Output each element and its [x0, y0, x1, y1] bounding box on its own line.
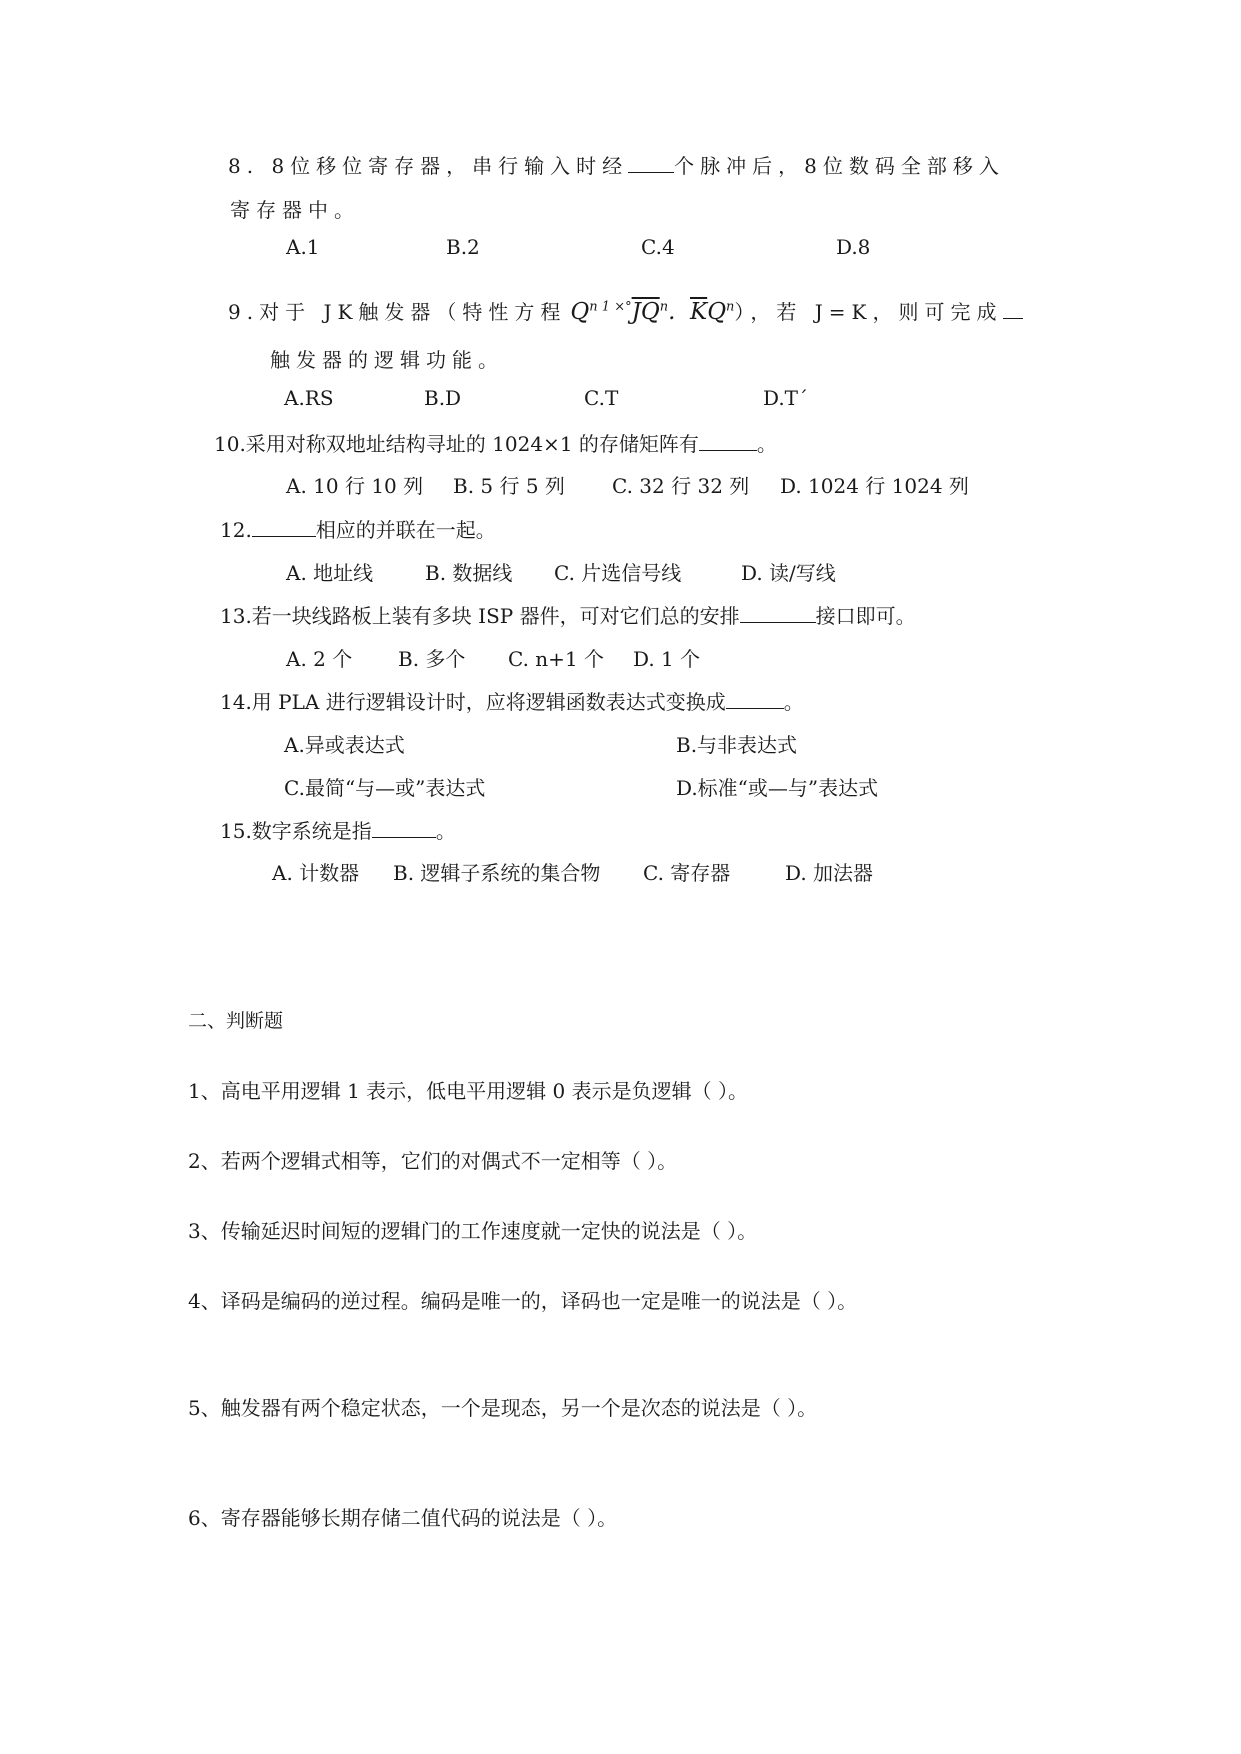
judgement-item-5: 5、触发器有两个稳定状态，一个是现态，另一个是次态的说法是（ ）。	[188, 1396, 818, 1420]
q13-option-d: D. 1 个	[633, 647, 701, 671]
q12-option-d: D. 读/写线	[741, 561, 836, 585]
q8-blank	[628, 152, 674, 173]
q12-blank	[252, 516, 316, 537]
judgement-item-4: 4、译码是编码的逆过程。编码是唯一的，译码也一定是唯一的说法是（ ）。	[188, 1289, 858, 1313]
judgement-item-1: 1、高电平用逻辑 1 表示，低电平用逻辑 0 表示是负逻辑（ ）。	[188, 1079, 748, 1103]
q10-text-pre: 10.采用对称双地址结构寻址的 1024×1 的存储矩阵有	[214, 432, 699, 456]
q12-text-post: 相应的并联在一起。	[315, 518, 496, 542]
q15-option-a: A. 计数器	[272, 861, 360, 885]
q10-text-post: 。	[756, 432, 777, 456]
q9-text-post: ），若 J=K，则可完成	[734, 300, 1003, 324]
q12-option-c: C. 片选信号线	[554, 561, 682, 585]
formula-k: $\overline{K}$	[690, 299, 708, 325]
q15-text-pre: 15.数字系统是指	[220, 819, 372, 843]
q14-text-post: 。	[783, 690, 804, 714]
q13-text-pre: 13.若一块线路板上装有多块 ISP 器件，可对它们总的安排	[220, 604, 740, 628]
q10-line	[214, 428, 777, 457]
formula-n1: n	[589, 299, 598, 315]
q9-line2: 触发器的逻辑功能。	[270, 348, 504, 372]
q15-blank	[372, 817, 436, 838]
q9-option-a: A.RS	[284, 386, 334, 410]
judgement-item-2: 2、若两个逻辑式相等，它们的对偶式不一定相等（ ）。	[188, 1149, 678, 1173]
judgement-item-3: 3、传输延迟时间短的逻辑门的工作速度就一定快的说法是（ ）。	[188, 1219, 758, 1243]
q15-text-post: 。	[435, 819, 456, 843]
q13-option-a: A. 2 个	[286, 647, 353, 671]
formula-sup: 1	[601, 299, 611, 315]
formula-n3: n	[726, 299, 735, 315]
q8-option-b: B.2	[446, 235, 480, 259]
q15-option-d: D. 加法器	[785, 861, 874, 885]
q8-line1	[228, 150, 1005, 179]
q14-option-c: C.最简“与—或”表达式	[284, 776, 486, 800]
q14-option-b: B.与非表达式	[676, 733, 798, 757]
q13-blank	[740, 602, 816, 623]
q13-text-post: 接口即可。	[815, 604, 916, 628]
q8-text-pre: 8. 8位移位寄存器，串行输入时经	[228, 154, 629, 178]
q8-option-a: A.1	[286, 235, 320, 259]
q12-option-a: A. 地址线	[286, 561, 374, 585]
formula-jq: $\overline{JQ}$	[631, 299, 660, 325]
section-heading: 二、判断题	[188, 1010, 284, 1032]
q15-option-c: C. 寄存器	[643, 861, 731, 885]
q14-blank	[726, 688, 784, 709]
q8-text-post: 个脉冲后，8位数码全部移入	[674, 154, 1005, 178]
q10-option-c: C. 32 行 32 列	[612, 474, 750, 498]
q10-option-b: B. 5 行 5 列	[453, 474, 565, 498]
q14-option-d: D.标准“或—与”表达式	[676, 776, 879, 800]
q9-blank	[1003, 298, 1023, 319]
formula-q3: Q	[707, 299, 727, 325]
q9-line1	[228, 296, 1023, 325]
q9-option-c: C.T	[584, 386, 619, 410]
formula-q: Q	[570, 299, 590, 325]
q9-option-b: B.D	[424, 386, 462, 410]
q10-option-a: A. 10 行 10 列	[286, 474, 424, 498]
q12-option-b: B. 数据线	[425, 561, 513, 585]
q13-line	[220, 600, 916, 629]
q9-option-d: D.T´	[763, 386, 809, 410]
q14-text-pre: 14.用 PLA 进行逻辑设计时，应将逻辑函数表达式变换成	[220, 690, 726, 714]
judgement-item-6: 6、寄存器能够长期存储二值代码的说法是（ ）。	[188, 1506, 618, 1530]
q15-line	[220, 815, 456, 844]
formula-n2: n	[659, 299, 669, 315]
q12-line	[220, 514, 496, 543]
q10-option-d: D. 1024 行 1024 列	[780, 474, 969, 498]
q14-option-a: A.异或表达式	[284, 733, 405, 757]
q15-option-b: B. 逻辑子系统的集合物	[393, 861, 601, 885]
q8-option-d: D.8	[836, 235, 871, 259]
q8-line2: 寄存器中。	[230, 198, 360, 222]
q8-option-c: C.4	[641, 235, 675, 259]
formula-dot: .	[668, 299, 676, 325]
q9-text-pre: 9.对于 JK触发器（特性方程	[228, 300, 567, 324]
q9-formula	[570, 299, 734, 325]
q13-option-b: B. 多个	[398, 647, 466, 671]
q10-blank	[699, 430, 757, 451]
q14-line	[220, 686, 804, 715]
formula-eq: ×°	[614, 299, 632, 315]
q13-option-c: C. n+1 个	[508, 647, 605, 671]
q12-text-pre: 12.	[220, 518, 252, 542]
